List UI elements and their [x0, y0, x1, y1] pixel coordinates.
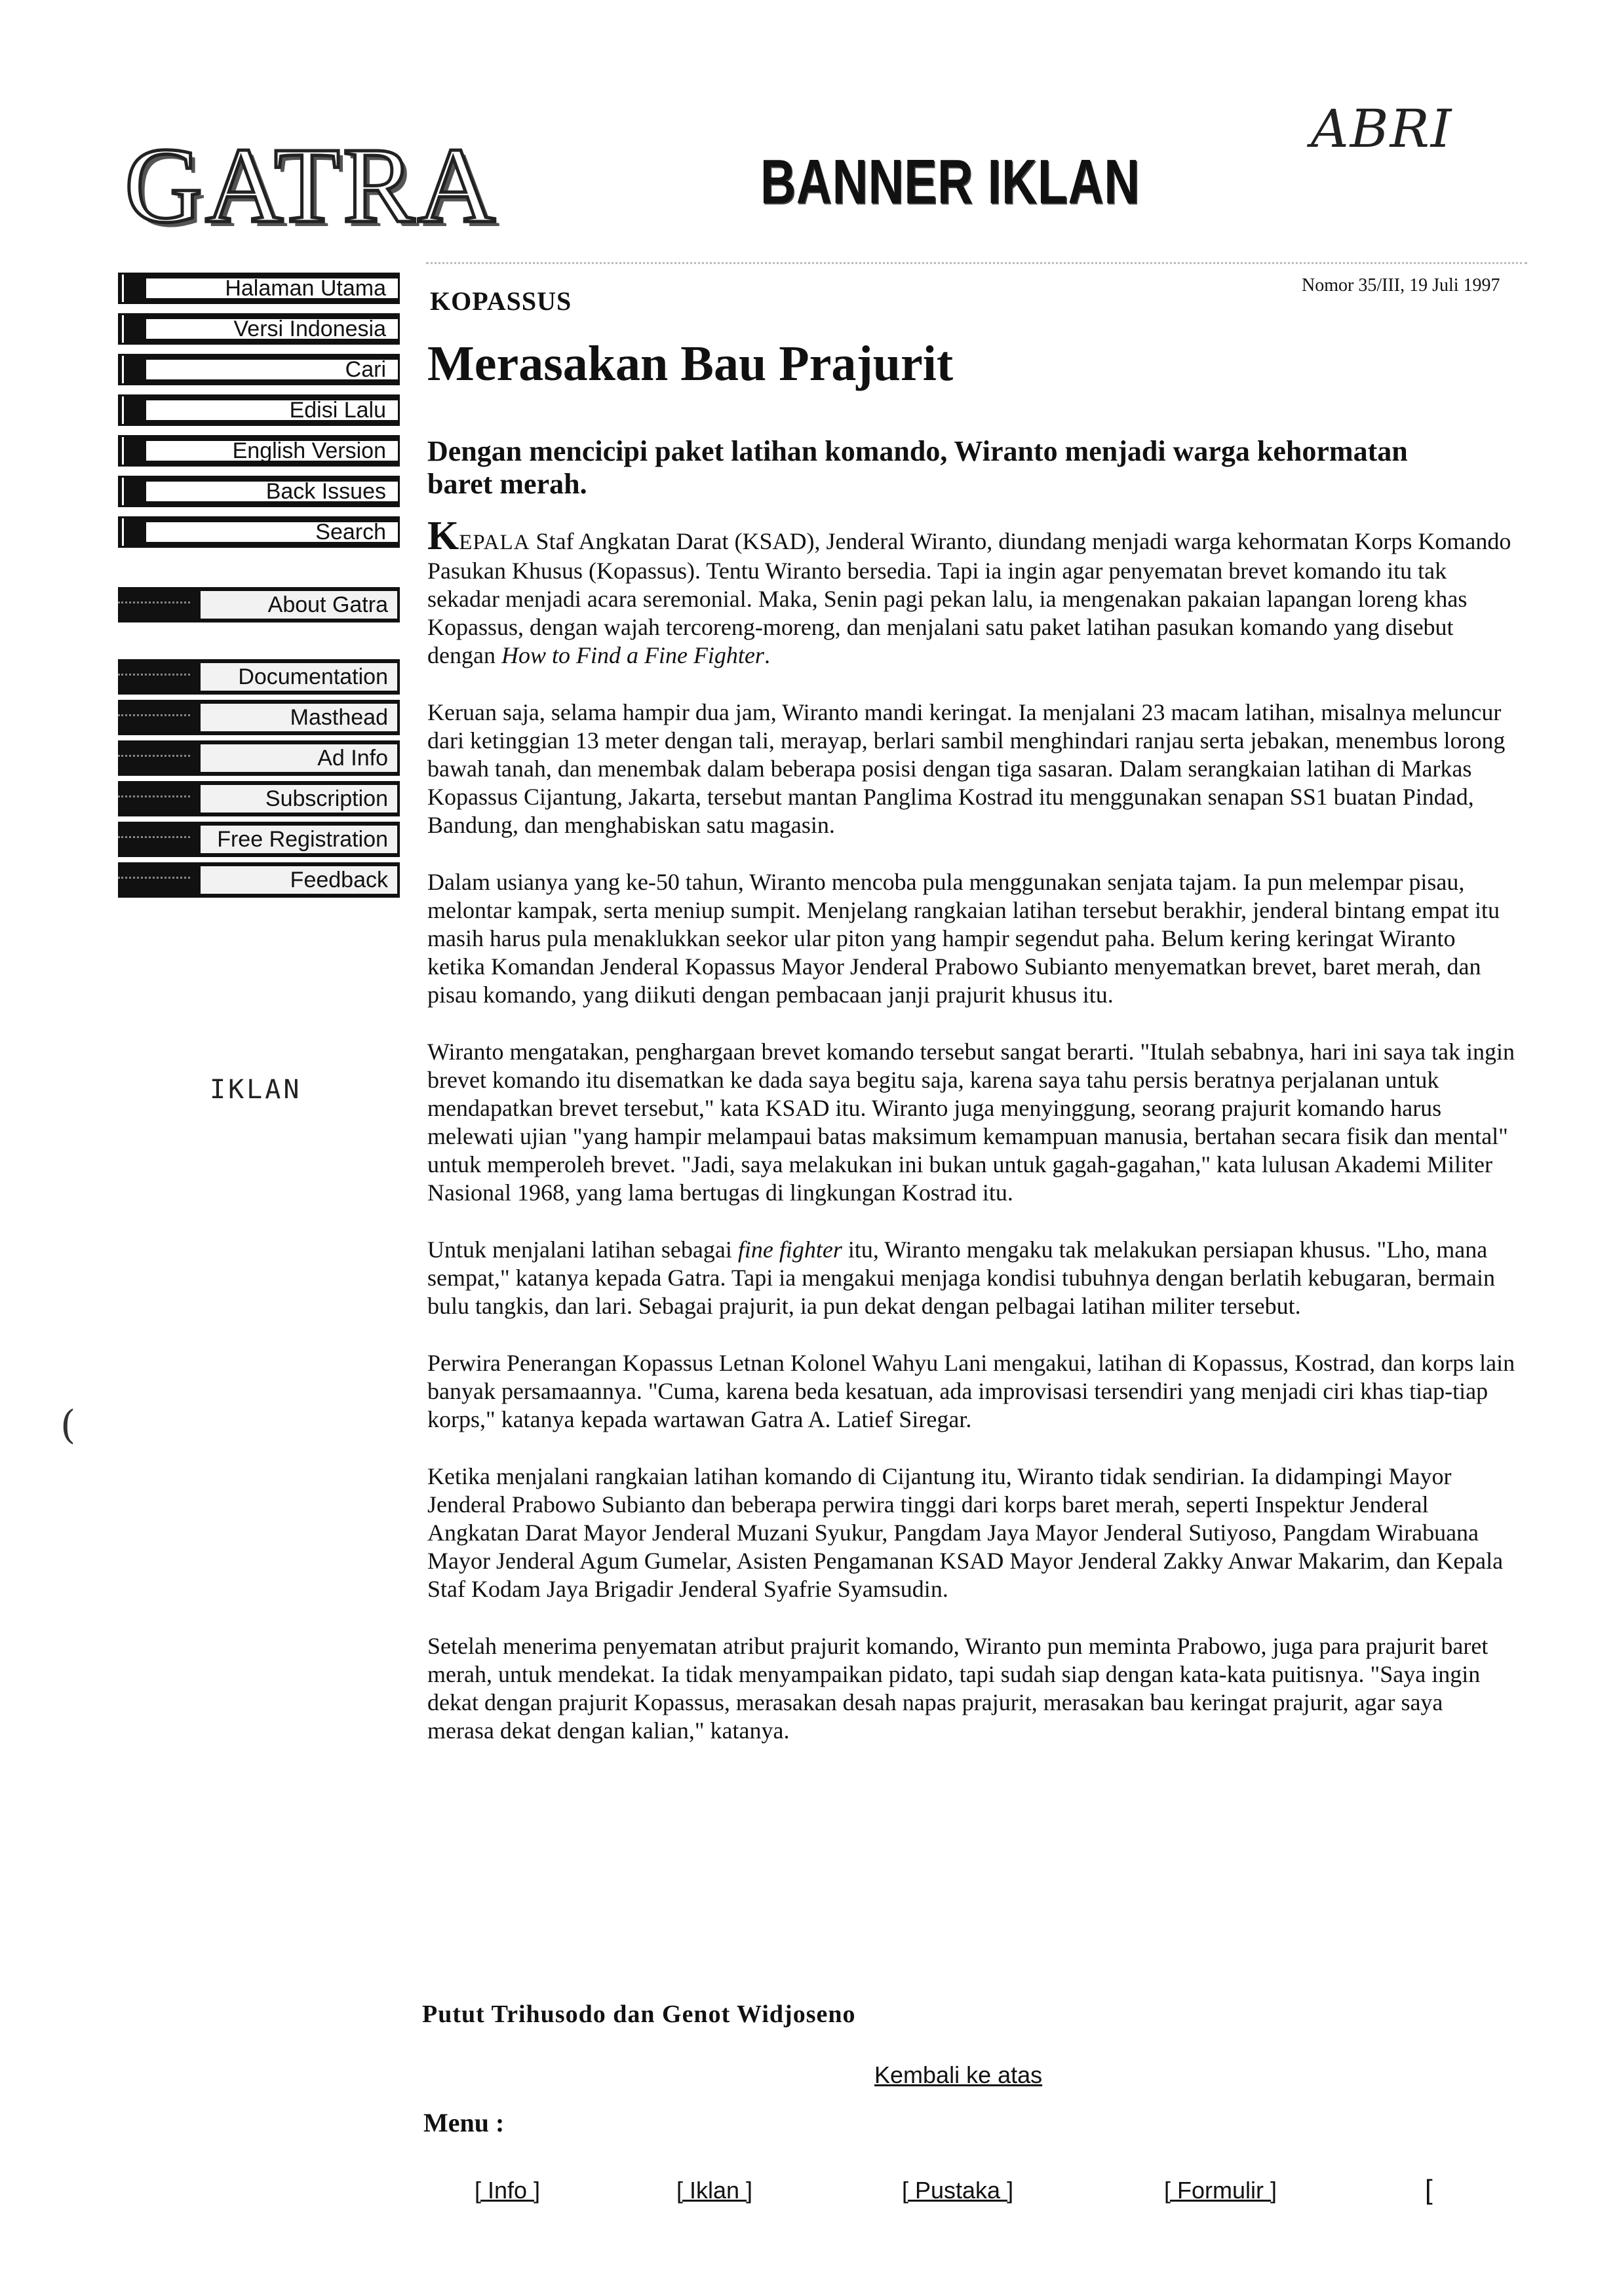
- nav-label: Cari: [144, 358, 400, 381]
- header-divider: [426, 262, 1527, 264]
- menu-link-iklan[interactable]: [ Iklan ]: [676, 2177, 753, 2204]
- paragraph-text: itu, Wiranto mengaku tak melakukan persiapan khusus. "Lho, mana sempat," katanya kepada Gatra. Tapi ia mengakui menjaga kondisi tubuhnya dengan berlatih kebugaran, bermain bulu tangkis, dan lari. Sebagai prajurit, ia pun dekat dengan pelbagai latihan militer tersebut.: [427, 1236, 1495, 1319]
- nav-item-search[interactable]: [118, 516, 400, 548]
- banner-ad[interactable]: BANNER IKLAN: [760, 147, 1140, 217]
- back-to-top-link[interactable]: Kembali ke atas: [874, 2061, 1043, 2088]
- menu-link-info[interactable]: [ Info ]: [475, 2177, 541, 2204]
- menu-link-partial[interactable]: [: [1425, 2174, 1433, 2205]
- paragraph-1: [427, 514, 1515, 670]
- nav-label: Ad Info: [201, 744, 397, 772]
- sidebar-ad[interactable]: IKLAN: [210, 1075, 302, 1105]
- nav-item-about-gatra[interactable]: [118, 587, 400, 622]
- nav-item-subscription[interactable]: [118, 781, 400, 816]
- paragraph-8: Setelah menerima penyematan atribut prajurit komando, Wiranto pun meminta Prabowo, juga para prajurit baret merah, untuk mendekat. Ia tidak menyampaikan pidato, tapi sudah siap dengan kata-kata puitisnya. "Saya ingin dekat dengan prajurit Kopassus, merasakan desah napas prajurit, merasakan bau keringat prajurit, agar saya merasa dekat dengan kalian," katanya.: [427, 1633, 1489, 1744]
- paragraph-end: .: [764, 642, 770, 668]
- nav-item-halaman-utama[interactable]: [118, 273, 400, 304]
- paragraph-6: Perwira Penerangan Kopassus Letnan Kolonel Wahyu Lani mengakui, latihan di Kopassus, Kostrad, dan korps lain banyak persamaannya. "Cuma, karena beda kesatuan, ada improvisasi tersendiri yang menjadi ciri khas tiap-tiap korps," katanya kepada wartawan Gatra A. Latief Siregar.: [427, 1350, 1515, 1432]
- nav-label: English Version: [144, 439, 400, 463]
- gatra-logo[interactable]: GATRA: [125, 125, 499, 245]
- handwritten-note: ABRI: [1311, 98, 1453, 159]
- article-rubric: KOPASSUS: [430, 286, 572, 316]
- paragraph-text: Staf Angkatan Darat (KSAD), Jenderal Wiranto, diundang menjadi warga kehormatan Korps Komando Pasukan Khusus (Kopassus). Tentu Wiranto bersedia. Tapi ia ingin agar penyematan brevet komando itu tak sekadar menjadi acara seremonial. Maka, Senin pagi pekan lalu, ia mengenakan pakaian lapangan loreng khas Kopassus, dengan wajah tercoreng-moreng, dan menjalani satu paket latihan pasukan komando yang disebut dengan: [427, 528, 1511, 668]
- italic-phrase: fine fighter: [737, 1236, 842, 1263]
- nav-item-free-registration[interactable]: [118, 822, 400, 857]
- nav-item-english-version[interactable]: [118, 435, 400, 467]
- nav-label: Versi Indonesia: [144, 317, 400, 341]
- paragraph-5: [427, 1236, 1515, 1320]
- article-title: Merasakan Bau Prajurit: [427, 336, 954, 391]
- article-lead: Dengan mencicipi paket latihan komando, Wiranto menjadi warga kehormatan baret merah.: [427, 435, 1408, 500]
- italic-phrase: How to Find a Fine Fighter: [501, 642, 764, 668]
- small-caps: EPALA: [459, 531, 530, 554]
- paragraph-2: Keruan saja, selama hampir dua jam, Wiranto mandi keringat. Ia menjalani 23 macam latihan, misalnya meluncur dari ketinggian 13 meter dengan tali, merayap, berlari sambil menghindari ranjau serta jebakan, menembus lorong bawah tanah, dan menembak dalam beberapa posisi dengan tiga sasaran. Dalam serangkaian latihan di Markas Kopassus Cijantung, Jakarta, tersebut mantan Panglima Kostrad itu menggunakan senapan SS1 buatan Pindad, Bandung, dan menghabiskan satu magasin.: [427, 699, 1506, 838]
- nav-label: Halaman Utama: [144, 277, 400, 300]
- nav-label: Subscription: [201, 785, 397, 813]
- nav-item-edisi-lalu[interactable]: [118, 394, 400, 426]
- nav-item-back-issues[interactable]: [118, 476, 400, 507]
- nav-label: Free Registration: [201, 826, 397, 853]
- nav-item-feedback[interactable]: [118, 862, 400, 898]
- nav-item-documentation[interactable]: [118, 659, 400, 695]
- paragraph-3: Dalam usianya yang ke-50 tahun, Wiranto mencoba pula menggunakan senjata tajam. Ia pun melempar pisau, melontar kampak, serta meniup sumpit. Menjelang rangkaian latihan tersebut berakhir, jenderal bintang empat itu masih harus pula menaklukkan seekor ular piton yang hampir segendut paha. Belum kering keringat Wiranto ketika Komandan Jenderal Kopassus Mayor Jenderal Prabowo Subianto menyematkan brevet, baret merah, dan pisau komando, yang diikuti dengan pembacaan janji prajurit khusus itu.: [427, 869, 1500, 1008]
- nav-label: Edisi Lalu: [144, 398, 400, 422]
- menu-link-pustaka[interactable]: [ Pustaka ]: [902, 2177, 1014, 2204]
- nav-label: Documentation: [201, 663, 397, 691]
- paragraph-text: Untuk menjalani latihan sebagai: [427, 1236, 738, 1263]
- paragraph-7: Ketika menjalani rangkaian latihan komando di Cijantung itu, Wiranto tidak sendirian. Ia didampingi Mayor Jenderal Prabowo Subianto dan beberapa perwira tinggi dari korps baret merah, seperti Inspektur Jenderal Angkatan Darat Mayor Jenderal Muzani Syukur, Pangdam Jaya Mayor Jenderal Sutiyoso, Pangdam Wirabuana Mayor Jenderal Agum Gumelar, Asisten Pengamanan KSAD Mayor Jenderal Zakky Anwar Makarim, dan Kepala Staf Kodam Jaya Brigadir Jenderal Syafrie Syamsudin.: [427, 1463, 1504, 1602]
- paragraph-4: Wiranto mengatakan, penghargaan brevet komando tersebut sangat berarti. "Itulah sebabnya, hari ini saya tak ingin brevet komando itu disematkan ke dada saya begitu saja, karena saya tahu persis beratnya perjalanan untuk mendapatkan brevet tersebut," kata KSAD itu. Wiranto juga menyinggung, seorang prajurit komando harus melewati ujian "yang hampir melampaui batas maksimum kemampuan manusia, bertahan secara fisik dan mental" untuk memperoleh brevet. "Jadi, saya melakukan ini bukan untuk gagah-gagahan," kata lulusan Akademi Militer Nasional 1968, yang lama bertugas di lingkungan Kostrad itu.: [427, 1039, 1515, 1206]
- menu-label: Menu :: [423, 2108, 505, 2137]
- article-body: [427, 514, 1515, 1774]
- nav-item-ad-info[interactable]: [118, 740, 400, 776]
- nav-label: Search: [144, 520, 400, 544]
- margin-mark: (: [60, 1402, 76, 1448]
- nav-label: About Gatra: [201, 591, 397, 619]
- nav-item-cari[interactable]: [118, 354, 400, 385]
- issue-number: Nomor 35/III, 19 Juli 1997: [1302, 275, 1500, 296]
- nav-label: Back Issues: [144, 480, 400, 503]
- nav-label: Feedback: [201, 866, 397, 894]
- nav-label: Masthead: [201, 704, 397, 731]
- menu-link-formulir[interactable]: [ Formulir ]: [1164, 2177, 1277, 2204]
- article-author: Putut Trihusodo dan Genot Widjoseno: [422, 2000, 856, 2028]
- nav-item-versi-indonesia[interactable]: [118, 313, 400, 345]
- nav-item-masthead[interactable]: [118, 700, 400, 735]
- drop-cap: K: [427, 514, 459, 558]
